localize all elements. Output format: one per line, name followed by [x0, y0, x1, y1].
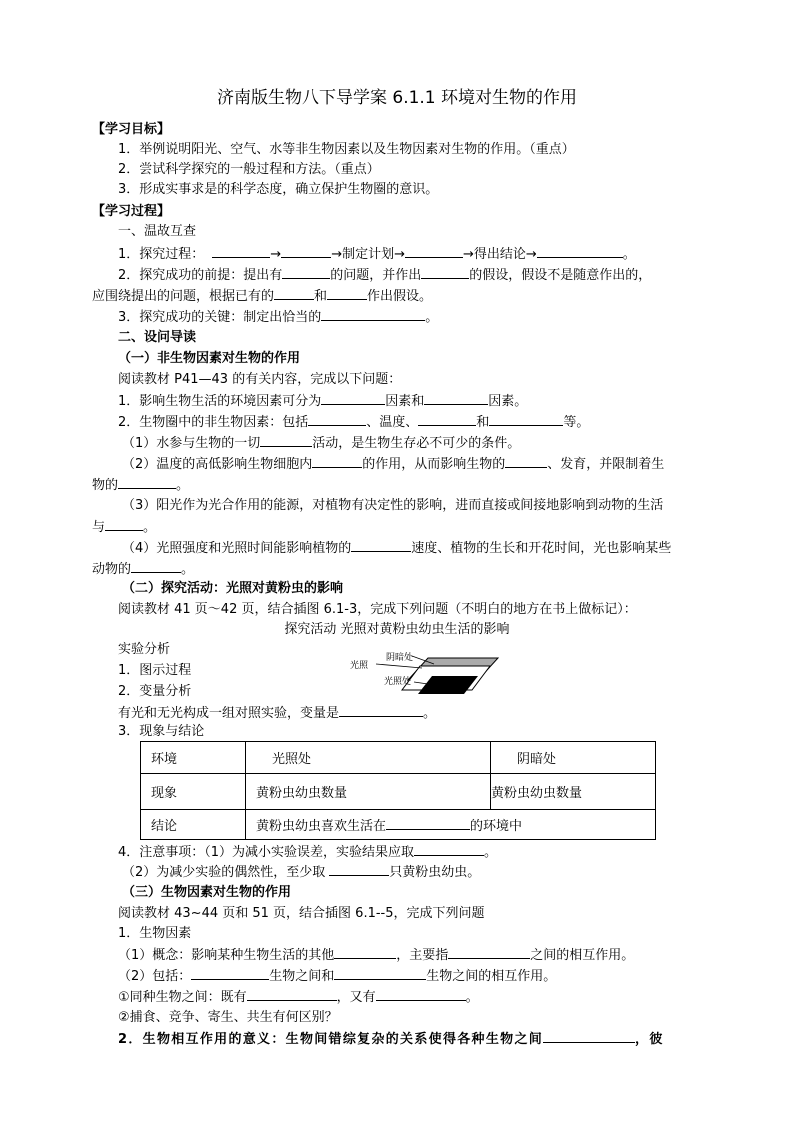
q2-2-cont: 物的 。 [92, 475, 189, 496]
table-cell: 阴暗处 [491, 742, 656, 774]
blank[interactable] [247, 987, 337, 1001]
objectives-heading: 【学习目标】 [92, 122, 171, 137]
process-heading: 【学习过程】 [92, 204, 171, 219]
table-row [141, 742, 656, 774]
notes: 4．注意事项：（1）为减小实验误差，实验结果应取 。 [118, 842, 497, 863]
section2-subtitle: 探究活动 光照对黄粉虫幼虫生活的影响 [284, 622, 510, 637]
blank[interactable] [105, 517, 143, 531]
table-cell: 现象 [141, 774, 246, 810]
interaction-question: ②捕食、竞争、寄生、共生有何区别？ [118, 1010, 338, 1025]
blank[interactable] [321, 307, 425, 321]
q2-4: （4）光照强度和光照时间能影响植物的 速度、植物的生长和开花时间，光也影响某些 [122, 538, 671, 559]
q2-3: （3）阳光作为光合作用的能源，对植物有决定性的影响，进而直接或间接地影响到动物的生活 [122, 498, 664, 513]
review-q3: 3．探究成功的关键：制定出恰当的 。 [118, 307, 438, 328]
section3-heading: （三）生物因素对生物的作用 [122, 885, 292, 900]
blank[interactable] [282, 265, 330, 279]
guide-heading: 二、设问导读 [118, 330, 197, 345]
q2-3-cont: 与 。 [92, 517, 156, 538]
table-cell: 环境 [141, 742, 246, 774]
table-row [141, 810, 656, 840]
analysis-2-text: 有光和无光构成一组对照实验，变量是 。 [118, 703, 436, 724]
blank[interactable] [321, 391, 385, 405]
objective-3: 3．形成实事求是的科学态度，确立保护生物圈的意识。 [118, 182, 439, 197]
table-cell: 结论 [141, 810, 246, 840]
table-cell: 黄粉虫幼虫数量 [246, 774, 491, 810]
blank[interactable] [329, 862, 389, 876]
q2: 2．生物圈中的非生物因素：包括 、温度、 和 等。 [118, 412, 589, 433]
section1-read: 阅读教材 P41—43 的有关内容，完成以下问题： [118, 372, 402, 387]
blank[interactable] [424, 391, 488, 405]
q2-2: （2）温度的高低影响生物细胞内 的作用，从而影响生物的 、发育，并限制着生 [122, 454, 664, 475]
blank[interactable] [191, 966, 269, 980]
analysis-heading: 实验分析 [118, 642, 171, 657]
section2-read: 阅读教材 41 页～42 页，结合插图 6.1-3，完成下列问题（不明白的地方在书上做标记）： [118, 602, 637, 617]
observation-table [140, 741, 656, 840]
blank[interactable] [131, 559, 181, 573]
bio-factor-includes: （2）包括： 生物之间和 生物之间的相互作用。 [118, 966, 556, 987]
section3-read: 阅读教材 43~44 页和 51 页，结合插图 6.1--5，完成下列问题 [118, 906, 485, 921]
table-cell: 黄粉虫幼虫数量 [491, 774, 656, 810]
analysis-3: 3．现象与结论 [118, 724, 205, 739]
review-heading: 一、温故互查 [118, 224, 197, 239]
same-species: ①同种生物之间：既有 ，又有 。 [118, 987, 479, 1008]
interaction-significance: 2．生物相互作用的意义：生物间错综复杂的关系使得各种生物之间 ，彼 [118, 1029, 664, 1050]
objective-1: 1．举例说明阳光、空气、水等非生物因素以及生物因素对生物的作用。（重点） [118, 142, 575, 157]
blank[interactable] [489, 412, 563, 426]
bio-factor-heading: 1．生物因素 [118, 926, 192, 941]
notes-2: （2）为减少实验的偶然性，至少取 只黄粉虫幼虫。 [122, 862, 480, 883]
blank[interactable] [260, 433, 312, 447]
blank[interactable] [274, 286, 314, 300]
bio-factor-concept: （1）概念：影响某种生物生活的其他 ，主要指 之间的相互作用。 [118, 945, 634, 966]
page-title: 济南版生物八下导学案 6.1.1 环境对生物的作用 [216, 88, 578, 108]
blank[interactable] [418, 412, 476, 426]
review-q1: 1．探究过程： → →制定计划→ →得出结论→ 。 [118, 244, 636, 265]
blank[interactable] [537, 244, 623, 258]
blank[interactable] [386, 816, 470, 830]
blank[interactable] [505, 454, 547, 468]
blank[interactable] [281, 244, 331, 258]
q2-1: （1）水参与生物的一切 活动，是生物生存必不可少的条件。 [122, 433, 520, 454]
blank[interactable] [421, 265, 469, 279]
review-q2: 2．探究成功的前提：提出有 的问题，并作出 的假设，假设不是随意作出的， [118, 265, 651, 286]
blank[interactable] [334, 945, 396, 959]
section2-heading: （二）探究活动：光照对黄粉虫的影响 [122, 581, 344, 596]
analysis-1: 1．图示过程 [118, 663, 192, 678]
section1-heading: （一）非生物因素对生物的作用 [118, 351, 301, 366]
light-pointer [376, 664, 422, 668]
objective-2: 2．尝试科学探究的一般过程和方法。（重点） [118, 162, 380, 177]
blank[interactable] [543, 1029, 635, 1043]
blank[interactable] [308, 412, 366, 426]
blank[interactable] [118, 475, 176, 489]
figure-label-dark: 阴暗处 [386, 653, 414, 663]
table-cell: 光照处 [246, 742, 491, 774]
blank[interactable] [339, 703, 423, 717]
blank[interactable] [334, 966, 426, 980]
analysis-2: 2．变量分析 [118, 684, 192, 699]
blank[interactable] [212, 244, 270, 258]
q2-4-cont: 动物的 。 [92, 559, 194, 580]
table-row [141, 774, 656, 810]
experiment-figure [350, 652, 500, 700]
blank[interactable] [448, 945, 530, 959]
blank[interactable] [351, 538, 411, 552]
q1: 1．影响生物生活的环境因素可分为 因素和 因素。 [118, 391, 527, 412]
blank[interactable] [376, 987, 466, 1001]
blank[interactable] [312, 454, 362, 468]
table-cell: 黄粉虫幼虫喜欢生活在 的环境中 [246, 810, 656, 840]
figure-label-light: 光照 [350, 661, 369, 671]
blank[interactable] [414, 842, 484, 856]
blank[interactable] [327, 286, 367, 300]
review-q2-cont: 应围绕提出的问题，根据已有的 和 作出假设。 [92, 286, 432, 307]
blank[interactable] [405, 244, 463, 258]
figure-label-lit: 光照处 [384, 677, 412, 687]
